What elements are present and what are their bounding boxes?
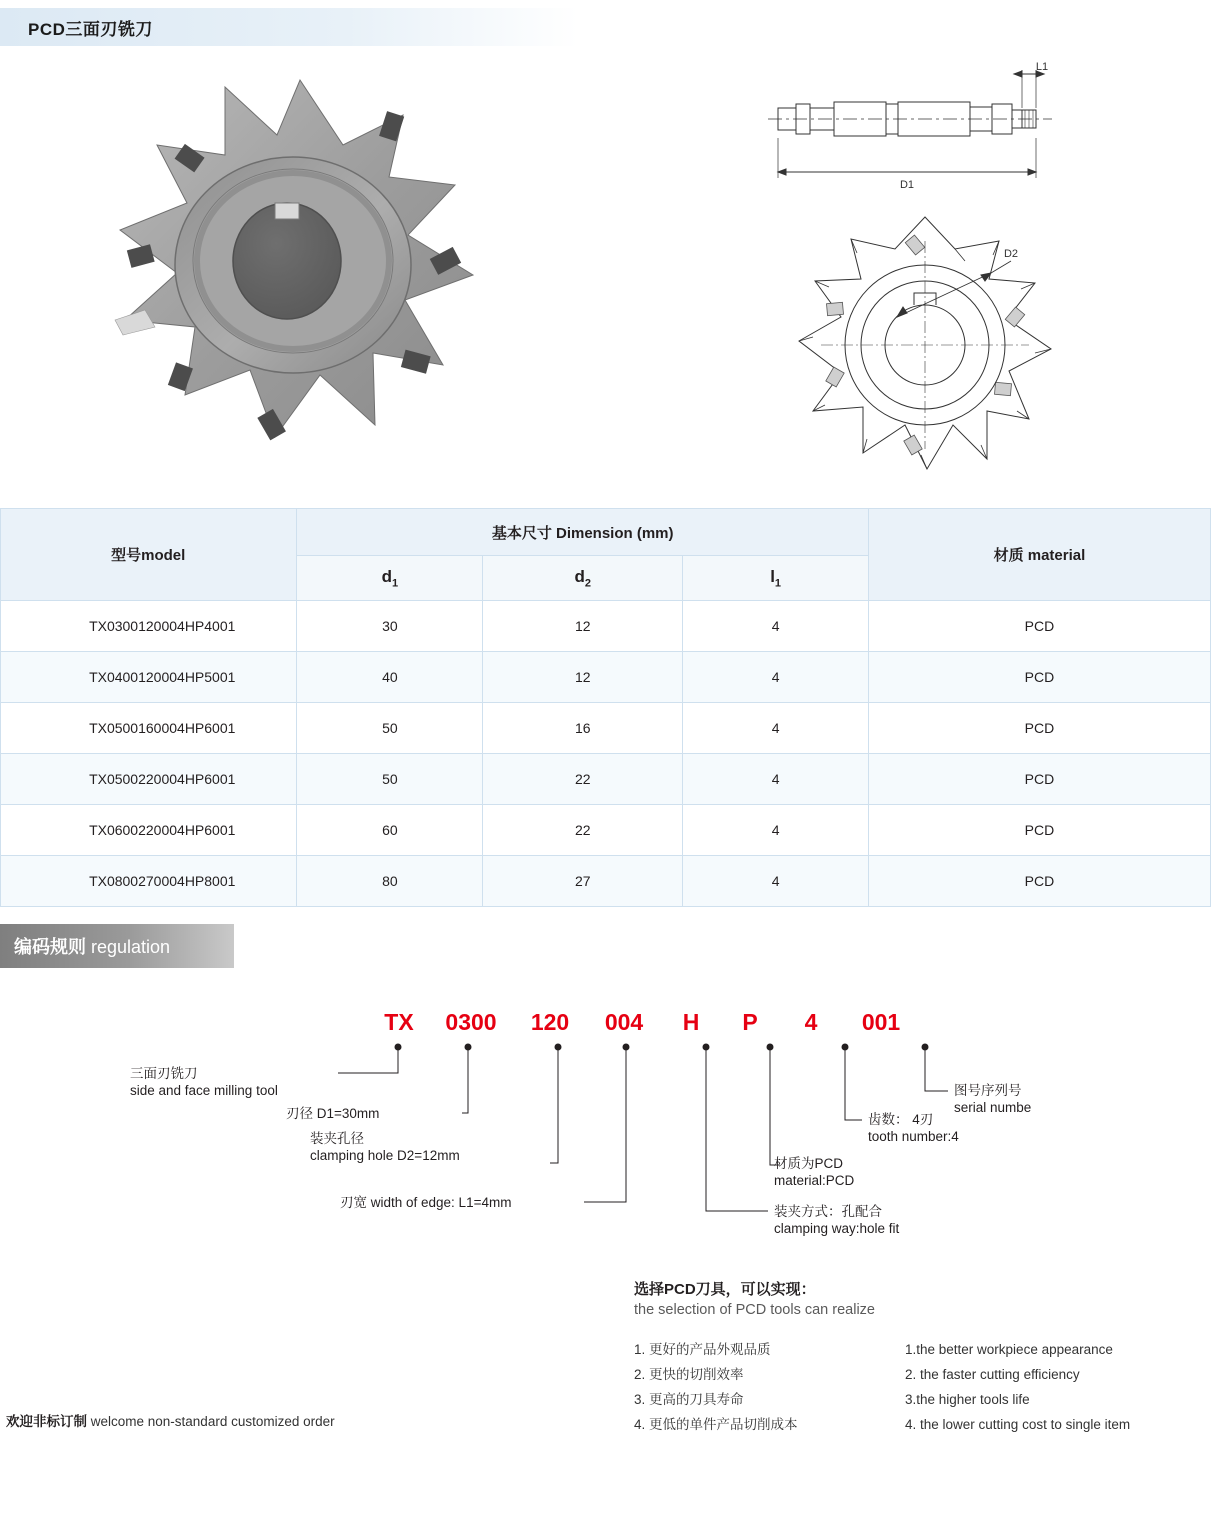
drawing-area (0, 50, 1211, 490)
cell-d1: 30 (297, 601, 483, 652)
selection-title-en: the selection of PCD tools can realize (634, 1302, 875, 1318)
code-segment-0300: 0300 (445, 1009, 497, 1035)
table-row (1, 754, 1211, 805)
code-segment-120: 120 (530, 1009, 570, 1035)
cell-model: TX0600220004HP6001 (1, 805, 297, 856)
cell-model: TX0500220004HP6001 (1, 754, 297, 805)
code-segment-4: 4 (804, 1009, 818, 1035)
cell-d1: 60 (297, 805, 483, 856)
cell-d2: 12 (483, 601, 683, 652)
table-row (1, 601, 1211, 652)
footer-welcome-en: welcome non-standard customized order (87, 1414, 335, 1429)
cell-material: PCD (868, 856, 1210, 907)
cell-l1: 4 (683, 601, 869, 652)
cell-model: TX0400120004HP5001 (1, 652, 297, 703)
list-item: 4. 更低的单件产品切削成本 (634, 1417, 798, 1432)
cell-model: TX0800270004HP8001 (1, 856, 297, 907)
selection-list-cn (634, 1337, 798, 1437)
cell-d2: 27 (483, 856, 683, 907)
header-dimension: 基本尺寸 Dimension (mm) (297, 509, 868, 556)
cell-d1: 50 (297, 754, 483, 805)
regulation-heading-en: regulation (86, 937, 171, 957)
cell-l1: 4 (683, 652, 869, 703)
footer-welcome-cn: 欢迎非标订制 (6, 1414, 87, 1429)
list-item: 4. the lower cutting cost to single item (905, 1417, 1131, 1432)
list-item: 2. 更快的切削效率 (634, 1367, 744, 1382)
page-title: PCD三面刃铣刀 (28, 19, 153, 39)
cell-l1: 4 (683, 856, 869, 907)
list-item: 3.the higher tools life (905, 1392, 1030, 1407)
footer-welcome (6, 1410, 335, 1430)
dimension-label-l1: L1 (1035, 61, 1049, 73)
header-material: 材质 material (868, 509, 1210, 601)
code-segment-h: H (682, 1009, 700, 1035)
header-model: 型号model (1, 509, 297, 601)
cell-material: PCD (868, 652, 1210, 703)
cell-d2: 22 (483, 754, 683, 805)
code-segment-001: 001 (861, 1009, 901, 1035)
cell-l1: 4 (683, 754, 869, 805)
cell-d2: 16 (483, 703, 683, 754)
front-view-drawing (775, 185, 1075, 475)
table-row (1, 856, 1211, 907)
table-row (1, 805, 1211, 856)
callout-serial-number: 图号序列号 serial numbe (954, 1083, 1032, 1115)
regulation-heading-bar (0, 924, 234, 968)
cell-d1: 50 (297, 703, 483, 754)
callout-leader-lines (0, 995, 1211, 1265)
table-header-main (1, 509, 1211, 556)
page-title-bar (0, 8, 578, 46)
dimension-label-d2: D2 (1003, 248, 1019, 260)
header-d2: $d_2$ (483, 556, 683, 601)
list-item: 1. 更好的产品外观品质 (634, 1342, 771, 1357)
code-segment-004: 004 (604, 1009, 644, 1035)
specification-table (0, 508, 1211, 907)
code-segment-tx: TX (384, 1009, 414, 1035)
code-segment-p: P (742, 1009, 758, 1035)
cell-material: PCD (868, 805, 1210, 856)
callout-material: 材质为PCD material:PCD (774, 1156, 855, 1188)
cell-model: TX0300120004HP4001 (1, 601, 297, 652)
callout-tooth-number: 齿数： 4刃 tooth number:4 (868, 1112, 959, 1144)
callout-clamping-way: 装夹方式：孔配合 clamping way:hole fit (774, 1204, 900, 1236)
callout-edge-width: 刃宽 width of edge: L1=4mm (340, 1195, 512, 1210)
regulation-heading-cn: 编码规则 (14, 937, 86, 957)
header-l1: $l_1$ (683, 556, 869, 601)
cell-material: PCD (868, 601, 1210, 652)
side-view-drawing (760, 60, 1080, 190)
cell-l1: 4 (683, 703, 869, 754)
cell-d2: 22 (483, 805, 683, 856)
list-item: 3. 更高的刀具寿命 (634, 1392, 744, 1407)
header-d1: $d_1$ (297, 556, 483, 601)
table-row (1, 652, 1211, 703)
callout-diameter: 刃径 D1=30mm (286, 1106, 380, 1121)
cell-d2: 12 (483, 652, 683, 703)
cell-material: PCD (868, 754, 1210, 805)
cell-d1: 80 (297, 856, 483, 907)
list-item: 2. the faster cutting efficiency (905, 1367, 1080, 1382)
cell-d1: 40 (297, 652, 483, 703)
cell-l1: 4 (683, 805, 869, 856)
callout-clamping-hole: 装夹孔径 clamping hole D2=12mm (310, 1131, 460, 1163)
cell-model: TX0500160004HP6001 (1, 703, 297, 754)
dimension-label-d1: D1 (899, 179, 915, 190)
cell-material: PCD (868, 703, 1210, 754)
milling-cutter-photo (95, 60, 515, 460)
regulation-heading (14, 933, 170, 959)
table-row (1, 703, 1211, 754)
code-breakdown-diagram (0, 995, 1211, 1265)
list-item: 1.the better workpiece appearance (905, 1342, 1113, 1357)
callout-tool: 三面刃铣刀 side and face milling tool (130, 1066, 278, 1098)
selection-list-en (905, 1337, 1130, 1437)
selection-title-cn: 选择PCD刀具，可以实现： (634, 1281, 816, 1298)
